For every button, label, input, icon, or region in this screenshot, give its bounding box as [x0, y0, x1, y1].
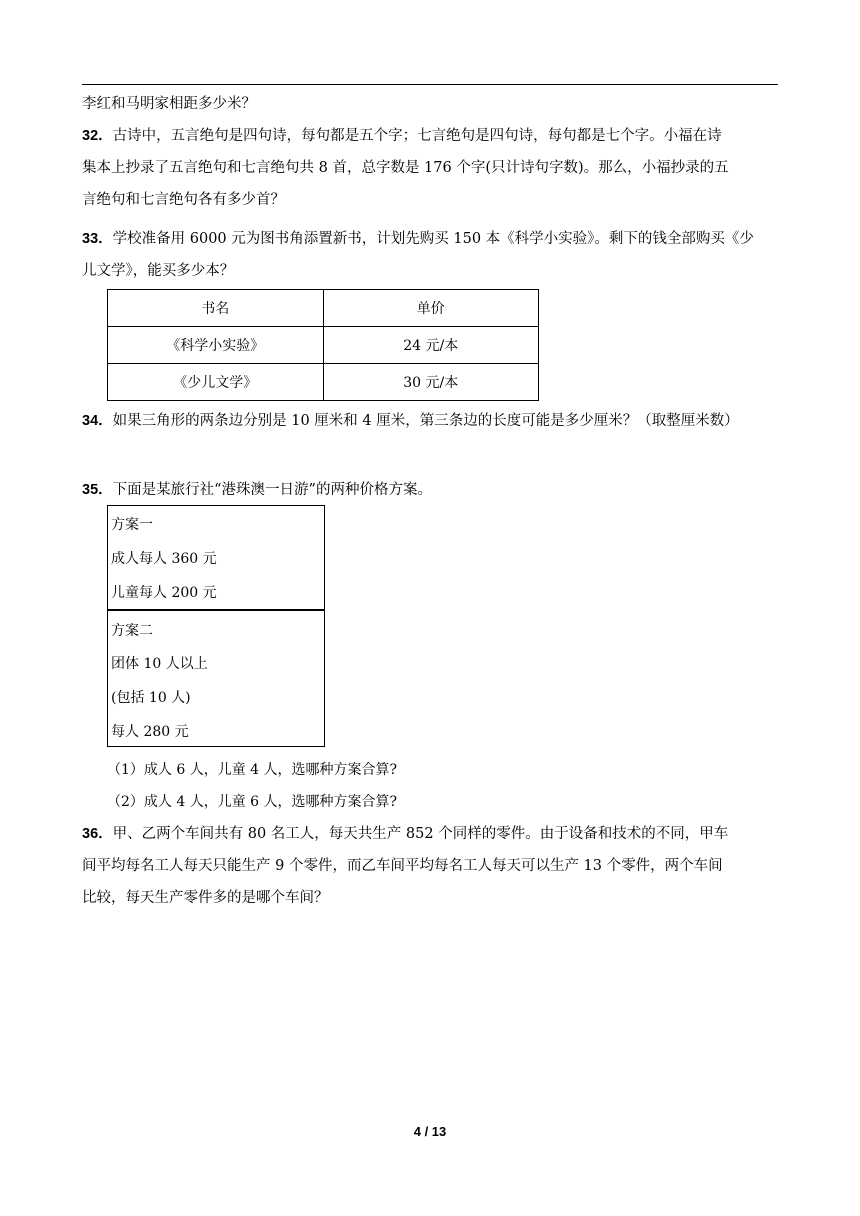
question-text-line: 集本上抄录了五言绝句和七言绝句共 8 首，总字数是 176 个字(只计诗句字数)。那么，小福抄录的五 [82, 160, 729, 176]
plan2-title: 方案二 [111, 623, 153, 639]
continued-question-text: 李红和马明家相距多少米？ [82, 96, 256, 112]
question-36 [82, 818, 778, 914]
question-text-line: 古诗中，五言绝句是四句诗，每句都是五个字；七言绝句是四句诗，每句都是七个字。小福在诗 [112, 128, 722, 144]
question-text-line: 学校准备用 6000 元为图书角添置新书，计划先购买 150 本《科学小实验》。剩下的钱全部购买《少 [112, 231, 754, 247]
plan1-title: 方案一 [111, 517, 153, 533]
table-row [108, 327, 539, 364]
table-cell: 《少儿文学》 [108, 364, 324, 401]
question-text-line: 间平均每名工人每天只能生产 9 个零件，而乙车间平均每名工人每天可以生产 13 个零件，两个车间 [82, 858, 723, 874]
book-price-table [107, 289, 539, 401]
plan2-line: 每人 280 元 [111, 724, 189, 740]
table-cell: 《科学小实验》 [108, 327, 324, 364]
table-header-row [108, 290, 539, 327]
question-text-line: 甲、乙两个车间共有 80 名工人，每天共生产 852 个同样的零件。由于设备和技术的不同，甲车 [112, 826, 729, 842]
table-row [108, 364, 539, 401]
price-plan-box [107, 505, 325, 747]
table-cell: 30 元/本 [323, 364, 539, 401]
page-number: 4 / 13 [413, 1124, 447, 1139]
question-text-line: 言绝句和七言绝句各有多少首？ [82, 192, 285, 208]
question-text: 如果三角形的两条边分别是 10 厘米和 4 厘米，第三条边的长度可能是多少厘米？（取整厘米数） [112, 413, 739, 429]
question-number: 32． [82, 128, 113, 144]
subquestion-1: （1）成人 6 人，儿童 4 人，选哪种方案合算? [107, 762, 398, 778]
question-text-line: 儿文学》，能买多少本？ [82, 263, 235, 279]
plan-divider [108, 609, 324, 611]
table-header-cell: 书名 [108, 290, 324, 327]
question-text: 下面是某旅行社“港珠澳一日游”的两种价格方案。 [112, 482, 432, 498]
question-number: 36． [82, 826, 113, 842]
question-33 [82, 223, 778, 287]
table-cell: 24 元/本 [323, 327, 539, 364]
plan1-line: 儿童每人 200 元 [111, 585, 217, 601]
question-35 [82, 474, 778, 506]
question-number: 35． [82, 482, 113, 498]
question-34 [82, 405, 778, 437]
question-number: 33． [82, 231, 113, 247]
question-text-line: 比较，每天生产零件多的是哪个车间？ [82, 890, 329, 906]
question-number: 34． [82, 413, 113, 429]
plan2-line: (包括 10 人) [111, 690, 191, 706]
header-rule [82, 84, 778, 85]
question-32 [82, 120, 778, 216]
table-header-cell: 单价 [323, 290, 539, 327]
subquestion-2: （2）成人 4 人，儿童 6 人，选哪种方案合算? [107, 794, 398, 810]
plan2-line: 团体 10 人以上 [111, 656, 208, 672]
plan1-line: 成人每人 360 元 [111, 551, 217, 567]
